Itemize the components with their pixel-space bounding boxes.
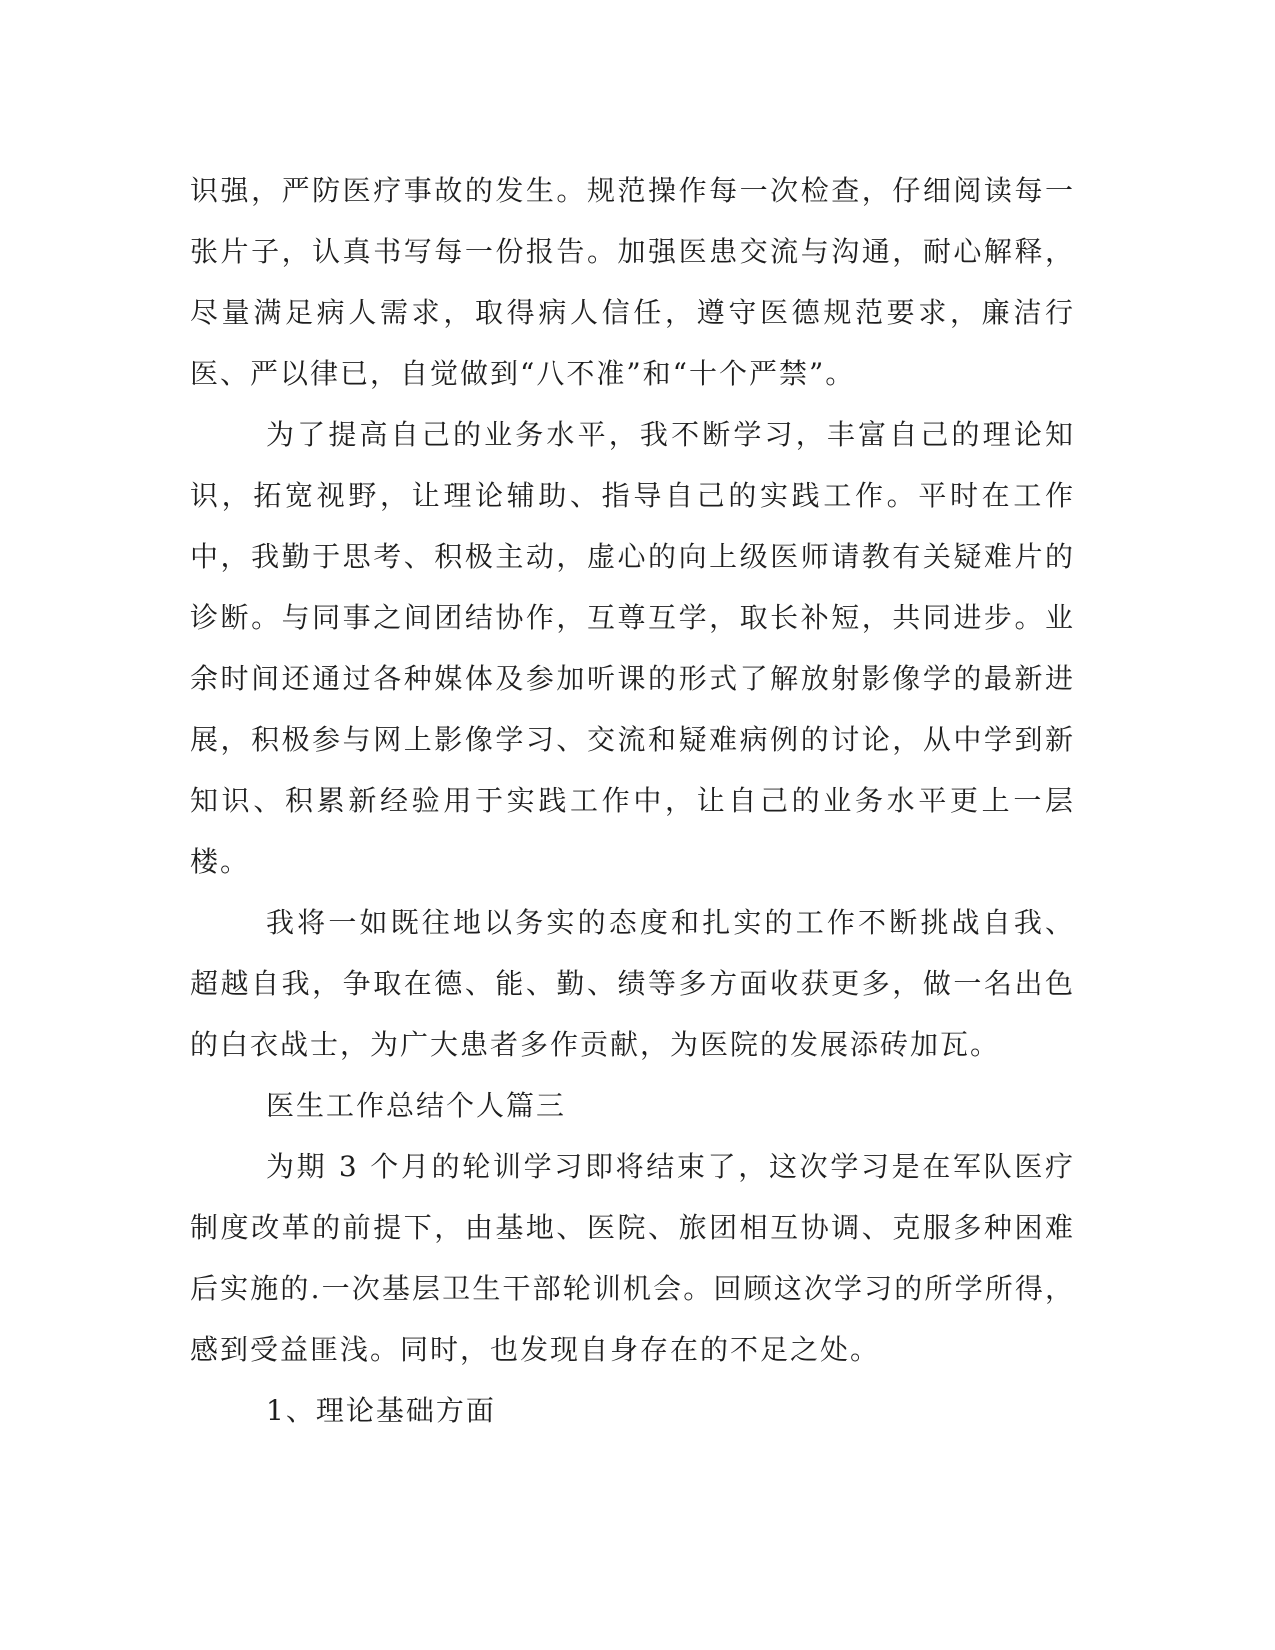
subheading-theory: 1、理论基础方面	[266, 1394, 496, 1427]
document-body	[190, 160, 1075, 1441]
paragraph-future: 我将一如既往地以务实的态度和扎实的工作不断挑战自我、超越自我，争取在德、能、勤、绩等多方面收获更多，做一名出色的白衣战士，为广大患者多作贡献，为医院的发展添砖加瓦。	[190, 906, 1075, 1061]
section-title: 医生工作总结个人篇三	[266, 1089, 567, 1122]
paragraph-study: 为了提高自己的业务水平，我不断学习，丰富自己的理论知识，拓宽视野，让理论辅助、指导自己的实践工作。平时在工作中，我勤于思考、积极主动，虚心的向上级医师请教有关疑难片的诊断。与同事之间团结协作，互尊互学，取长补短，共同进步。业余时间还通过各种媒体及参加听课的形式了解放射影像学的最新进展，积极参与网上影像学习、交流和疑难病例的讨论，从中学到新知识、积累新经验用于实践工作中，让自己的业务水平更上一层楼。	[190, 418, 1075, 878]
paragraph-continuation: 识强，严防医疗事故的发生。规范操作每一次检查，仔细阅读每一张片子，认真书写每一份报告。加强医患交流与沟通，耐心解释，尽量满足病人需求，取得病人信任，遵守医德规范要求，廉洁行医、严以律已，自觉做到“八不准”和“十个严禁”。	[190, 174, 1075, 390]
paragraph-training: 为期 3 个月的轮训学习即将结束了，这次学习是在军队医疗制度改革的前提下，由基地、医院、旅团相互协调、克服多种困难后实施的.一次基层卫生干部轮训机会。回顾这次学习的所学所得，感到受益匪浅。同时，也发现自身存在的不足之处。	[190, 1150, 1075, 1366]
